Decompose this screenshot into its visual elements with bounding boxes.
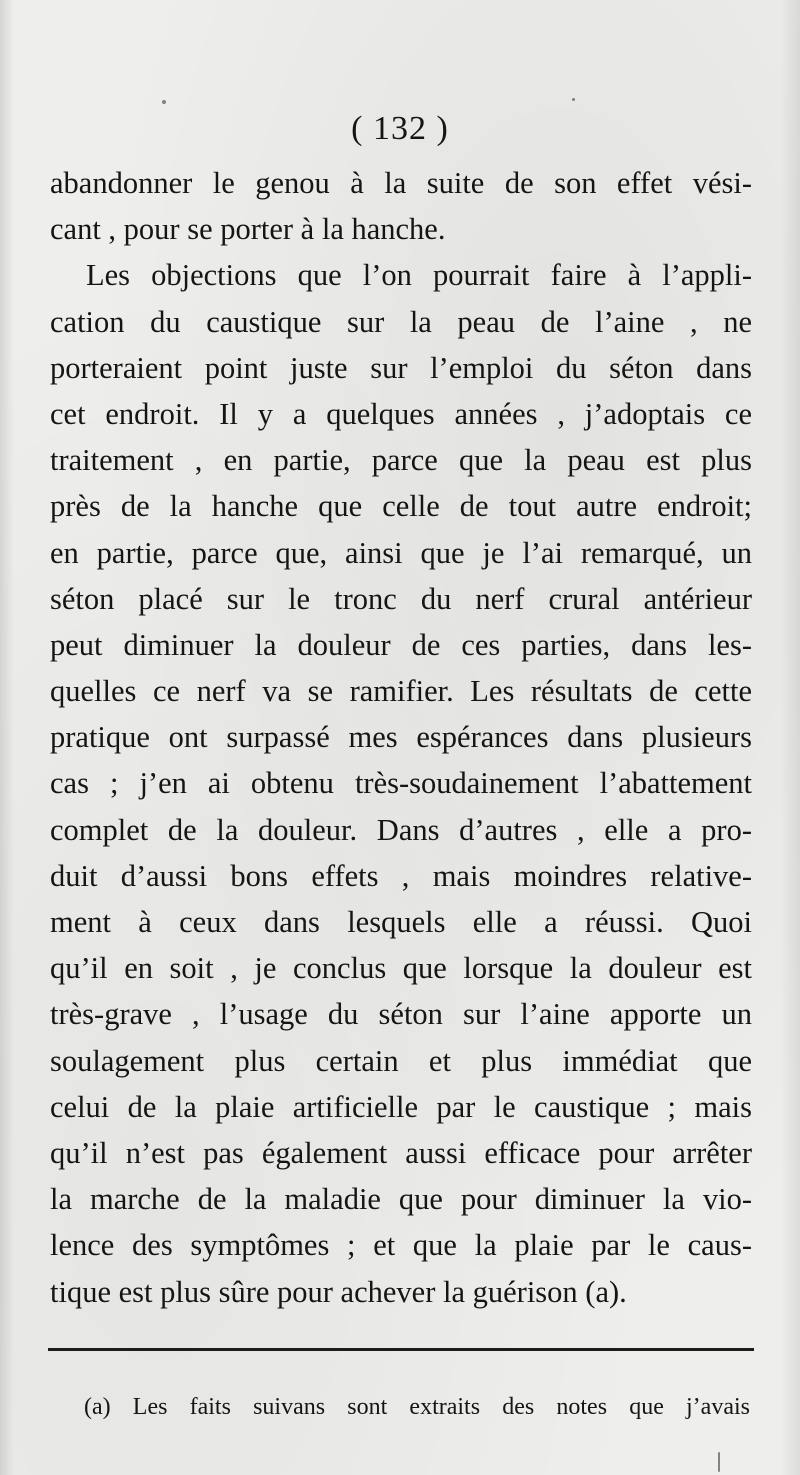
text-line: en partie, parce que, ainsi que je l’ai remarqué, un <box>50 535 752 570</box>
text-line: duit d’aussi bons effets , mais moindres relative- <box>50 858 752 893</box>
text-line: complet de la douleur. Dans d’autres , elle a pro- <box>50 812 752 847</box>
text-line: lence des symptômes ; et que la plaie par le caus- <box>50 1228 752 1263</box>
text-line: traitement , en partie, parce que la peau est plus <box>50 443 752 478</box>
page-number: ( 132 ) <box>351 110 449 147</box>
footnote-divider <box>48 1348 754 1351</box>
text-line: près de la hanche que celle de tout autre endroit; <box>50 489 752 524</box>
text-line: cas ; j’en ai obtenu très-soudainement l’abattement <box>50 766 752 801</box>
scan-speck <box>572 98 575 101</box>
text-line: très-grave , l’usage du séton sur l’aine apporte un <box>50 997 752 1032</box>
text-line: cant , pour se porter à la hanche. <box>50 212 446 247</box>
text-line: soulagement plus certain et plus immédiat que <box>50 1043 752 1078</box>
text-line: pratique ont surpassé mes espérances dans plusieurs <box>50 720 752 755</box>
scan-speck <box>718 1452 720 1472</box>
footnote: (a) Les faits suivans sont extraits des notes que j’avais <box>84 1394 750 1420</box>
text-line: celui de la plaie artificielle par le caustique ; mais <box>50 1089 752 1124</box>
text-line: la marche de la maladie que pour diminuer la vio- <box>50 1182 752 1217</box>
scan-speck <box>162 100 166 104</box>
text-line: porteraient point juste sur l’emploi du séton dans <box>50 350 752 385</box>
text-line: abandonner le genou à la suite de son effet vési- <box>50 166 752 200</box>
body-text <box>50 160 752 1315</box>
text-line: qu’il n’est pas également aussi efficace pour arrêter <box>50 1135 752 1170</box>
text-line: quelles ce nerf va se ramifier. Les résultats de cette <box>50 674 752 709</box>
text-line: Les objections que l’on pourrait faire à l’appli- <box>86 258 752 293</box>
text-line: cet endroit. Il y a quelques années , j’adoptais ce <box>50 396 752 431</box>
text-line: qu’il en soit , je conclus que lorsque la douleur est <box>50 951 752 986</box>
text-line: séton placé sur le tronc du nerf crural antérieur <box>50 581 752 616</box>
text-line: cation du caustique sur la peau de l’aine , ne <box>50 304 752 339</box>
text-line: ment à ceux dans lesquels elle a réussi. Quoi <box>50 905 752 939</box>
text-line: peut diminuer la douleur de ces parties, dans les- <box>50 627 752 662</box>
text-line: tique est plus sûre pour achever la guérison (a). <box>50 1274 627 1309</box>
